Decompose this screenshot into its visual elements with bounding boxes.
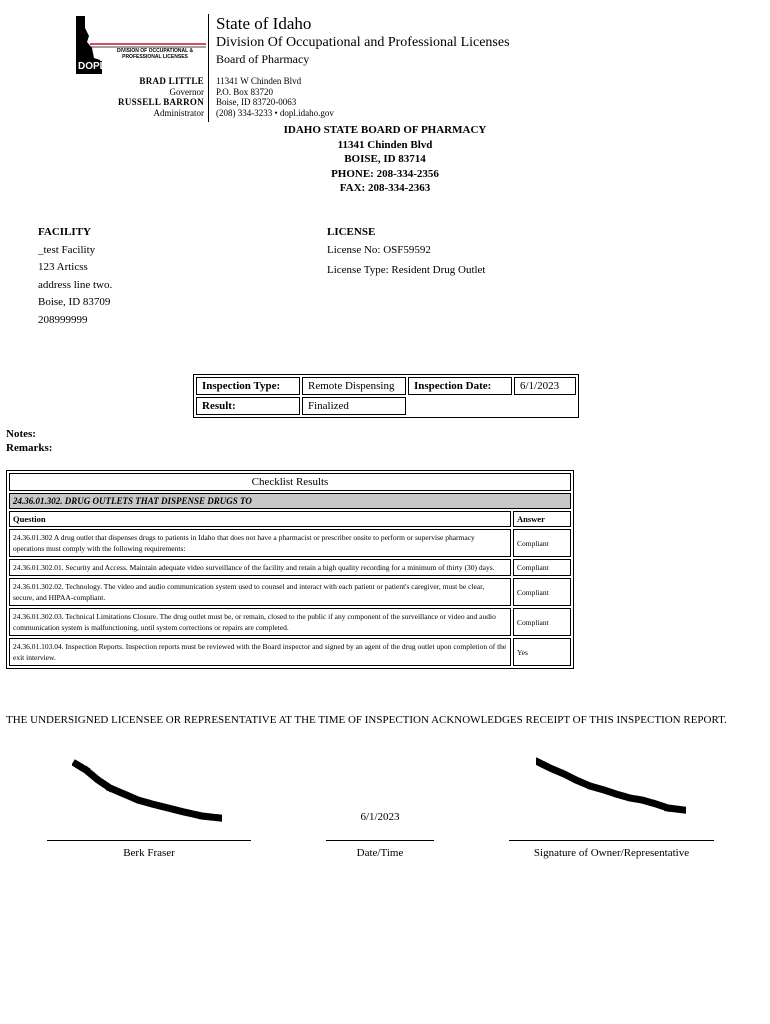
checklist-answer: Compliant (513, 608, 571, 636)
logo-division-text: DIVISION OF OCCUPATIONAL & PROFESSIONAL LICENSES (116, 48, 194, 60)
board-city: BOISE, ID 83714 (344, 153, 426, 165)
address-line: Boise, ID 83720-0063 (216, 97, 297, 107)
governor-title: Governor (169, 86, 204, 97)
governor-name: BRAD LITTLE (139, 76, 204, 86)
inspection-type-value: Remote Dispensing (302, 377, 406, 395)
board-fax: FAX: 208-334-2363 (339, 182, 431, 194)
checklist-answer: Yes (513, 638, 571, 666)
facility-address1: 123 Articss (38, 261, 88, 273)
officials-block (118, 76, 204, 118)
table-row (9, 493, 571, 509)
board-name: IDAHO STATE BOARD OF PHARMACY (283, 124, 487, 136)
board-street: 11341 Chinden Blvd (337, 138, 433, 151)
answer-header: Answer (513, 511, 571, 527)
letterhead-divider (208, 14, 209, 122)
result-value: Finalized (302, 397, 406, 415)
checklist-question: 24.36.01.302 A drug outlet that dispenses drugs to patients in Idaho that does not have a pharmacist or prescriber onsite to perform or supervise pharmacy operations must comply with the following requirements: (9, 529, 511, 557)
facility-name: _test Facility (38, 243, 96, 256)
facility-address2: address line two. (38, 278, 113, 291)
table-row (9, 559, 571, 576)
notes-label: Notes: (6, 428, 36, 440)
administrator-name: RUSSELL BARRON (118, 97, 204, 107)
inspection-type-label: Inspection Type: (196, 377, 300, 395)
owner-signature-image (536, 754, 686, 814)
checklist-question: 24.36.01.302.03. Technical Limitations Closure. The drug outlet must be, or remain, closed to the public if any component of the surveillance or video and audio communication system is malfunctioning, until system corrections or repairs are completed. (9, 608, 511, 636)
checklist-question: 24.36.01.302.01. Security and Access. Maintain adequate video surveillance of the facility and retain a high quality recording for a minimum of thirty (30) days. (9, 559, 511, 576)
question-header: Question (9, 511, 511, 527)
inspection-date-value: 6/1/2023 (514, 377, 576, 395)
table-row (9, 608, 571, 636)
table-row (9, 638, 571, 666)
state-title: State of Idaho (216, 14, 312, 33)
inspector-signature-image (72, 758, 222, 818)
inspector-name: Berk Fraser (123, 847, 175, 859)
dopl-badge-text: DOPL (78, 61, 106, 72)
license-number: License No: OSF59592 (327, 243, 431, 256)
division-title: Division Of Occupational and Professional Licenses (216, 35, 510, 50)
table-row (9, 473, 571, 491)
table-row (9, 529, 571, 557)
acknowledgement-text: THE UNDERSIGNED LICENSEE OR REPRESENTATIVE AT THE TIME OF INSPECTION ACKNOWLEDGES RECEIPT OF THIS INSPECTION REPORT. (6, 714, 727, 726)
table-row (196, 397, 576, 415)
checklist-answer: Compliant (513, 578, 571, 606)
license-block (327, 224, 486, 280)
checklist-section: 24.36.01.302. DRUG OUTLETS THAT DISPENSE DRUGS TO (9, 493, 571, 509)
table-row (196, 377, 576, 395)
checklist-title: Checklist Results (9, 473, 571, 491)
address-line: 11341 W Chinden Blvd (216, 76, 302, 86)
empty-cell (408, 397, 512, 415)
table-row (9, 578, 571, 606)
dopl-logo (68, 14, 206, 84)
empty-cell (514, 397, 576, 415)
board-header (0, 123, 770, 196)
checklist-answer: Compliant (513, 559, 571, 576)
letterhead-address (216, 76, 334, 118)
checklist-table (6, 470, 574, 669)
result-label: Result: (196, 397, 300, 415)
signature-date: 6/1/2023 (360, 811, 400, 823)
date-line (326, 840, 434, 841)
license-type: License Type: Resident Drug Outlet (327, 264, 486, 276)
checklist-question: 24.36.01.302.02. Technology. The video and audio communication system used to counsel and interact with each patient or patient's caregiver, must be clear, secure, and HIPAA-compliant. (9, 578, 511, 606)
owner-signature-caption: Signature of Owner/Representative (533, 847, 690, 859)
inspection-table (193, 374, 579, 418)
remarks-label: Remarks: (6, 442, 53, 454)
facility-block (38, 224, 112, 329)
contact-line: (208) 334-3233 • dopl.idaho.gov (216, 107, 334, 118)
notes-block (6, 427, 52, 455)
facility-city: Boise, ID 83709 (38, 296, 111, 308)
inspection-date-label: Inspection Date: (408, 377, 512, 395)
facility-phone: 208999999 (38, 313, 88, 326)
address-line: P.O. Box 83720 (216, 86, 274, 97)
administrator-title: Administrator (153, 107, 204, 118)
signature-line (509, 840, 714, 841)
date-caption: Date/Time (356, 847, 404, 859)
license-heading: LICENSE (327, 226, 376, 238)
table-row (9, 511, 571, 527)
board-phone: PHONE: 208-334-2356 (331, 167, 439, 180)
checklist-question: 24.36.01.103.04. Inspection Reports. Inspection reports must be reviewed with the Board inspector and signed by an agent of the drug outlet upon completion of the exit interview. (9, 638, 511, 666)
checklist-answer: Compliant (513, 529, 571, 557)
facility-heading: FACILITY (38, 226, 91, 238)
board-title: Board of Pharmacy (216, 52, 310, 66)
signature-line (47, 840, 251, 841)
